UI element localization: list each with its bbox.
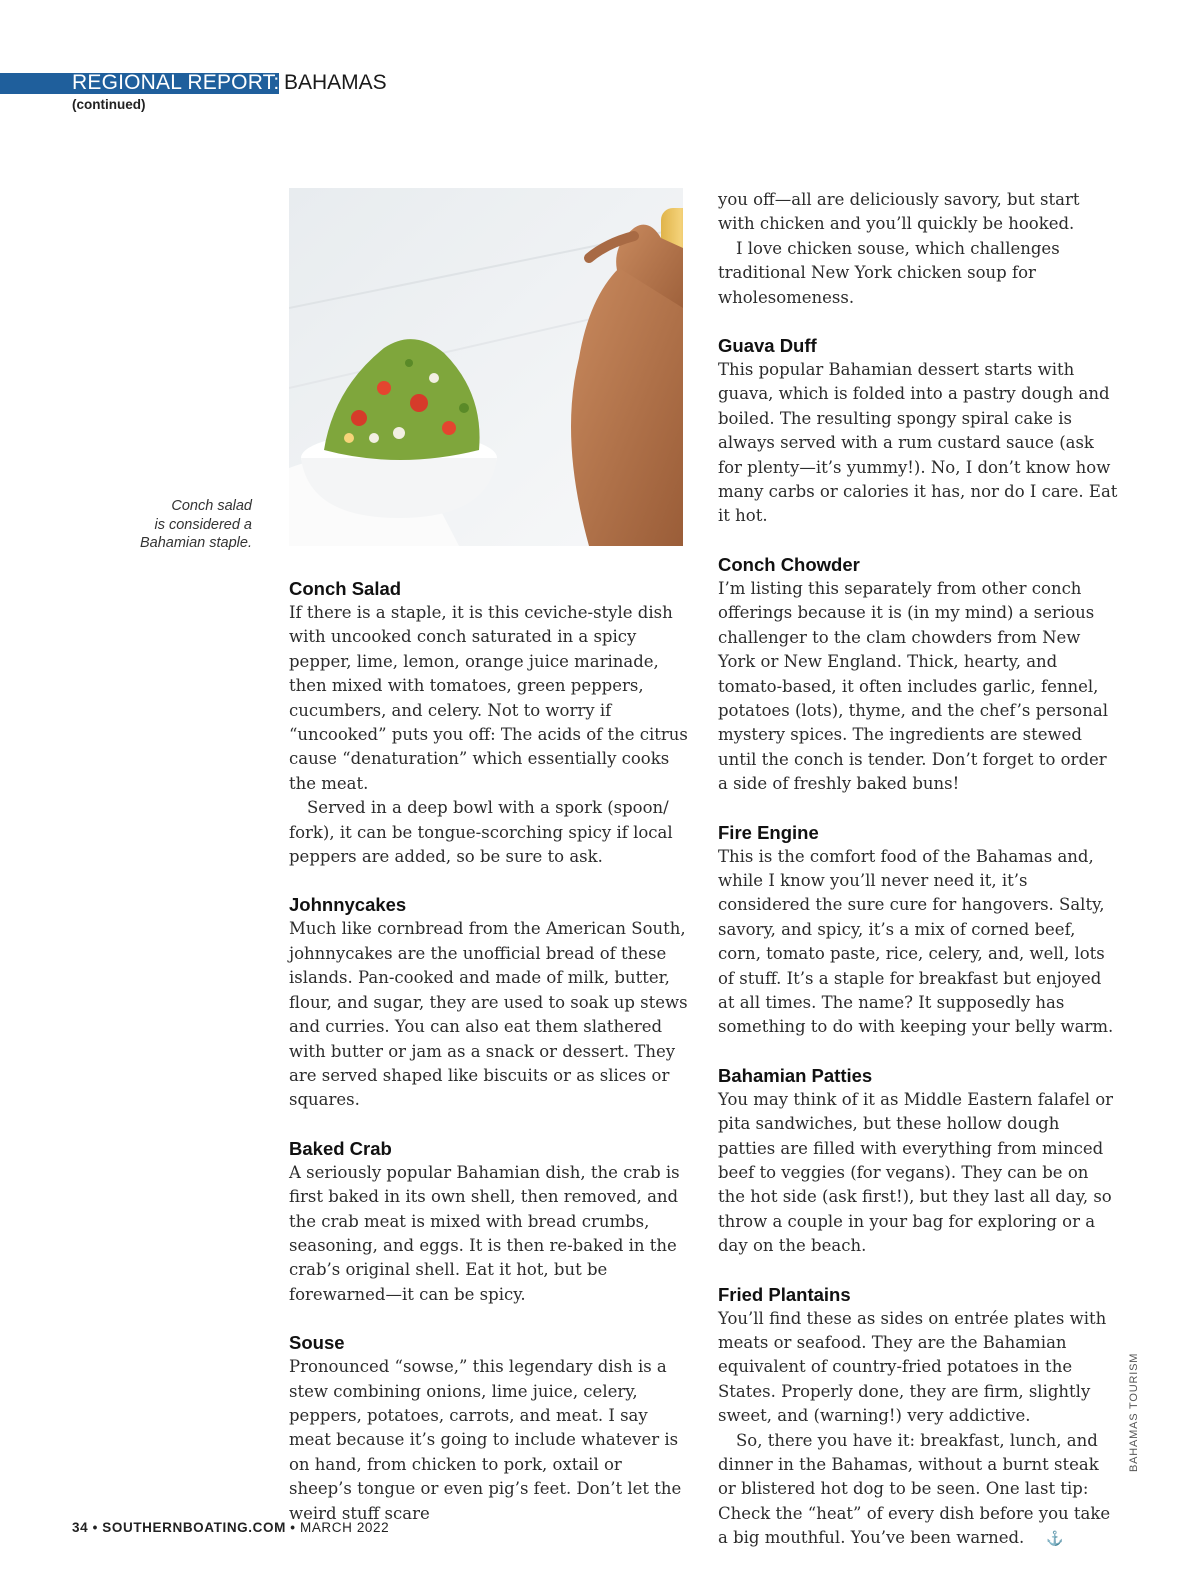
section-title: BAHAMAS	[284, 71, 387, 94]
article-section-fried-plantains	[718, 1282, 1118, 1552]
article-section-souse-continued	[718, 188, 1118, 310]
body-paragraph: I’m listing this separately from other conch offerings because it is (in my mind) a serious challenger to the clam chowders from New York or New England. Thick, hearty, and tomato-based, it often includes garlic, fennel, potatoes (lots), thyme, and the chef’s personal mystery spices. The ingredients are stewed until the conch is tender. Don’t forget to order a side of freshly baked buns!	[718, 578, 1108, 794]
closing-text: So, there you have it: breakfast, lunch, and dinner in the Bahamas, without a burnt steak or blistered hot dog to be seen. One last tip: Check the “heat” of every dish before you take a big mouthful. You’ve been warned.	[718, 1430, 1111, 1548]
article-section-baked-crab	[289, 1136, 689, 1307]
body-paragraph: This popular Bahamian dessert starts with guava, which is folded into a pastry dough and boiled. The resulting spongy spiral cake is always served with a rum custard sauce (ask for plenty—it’s yummy!). No, I don’t know how many carbs or calories it has, nor do I care. Eat it hot.	[718, 360, 1118, 526]
caption-line: is considered a	[154, 516, 252, 533]
article-section-souse	[289, 1330, 689, 1526]
body-paragraph: A seriously popular Bahamian dish, the crab is first baked in its own shell, then removed, and the crab meat is mixed with bread crumbs, seasoning, and eggs. It is then re-baked in the crab’s original shell. Eat it hot, but be forewarned—it can be spicy.	[289, 1162, 680, 1304]
continued-label: (continued)	[72, 97, 146, 112]
caption-line: Bahamian staple.	[139, 535, 252, 551]
article-section-guava-duff	[718, 333, 1118, 529]
caption-line: Conch salad	[171, 498, 252, 514]
article-section-conch-salad	[289, 576, 689, 869]
section-heading: Guava Duff	[718, 335, 817, 357]
body-paragraph: This is the comfort food of the Bahamas and, while I know you’ll never need it, it’s considered the sure cure for hangovers. Salty, savory, and spicy, it’s a mix of corned beef, corn, tomato paste, rice, celery, and, well, lots of stuff. It’s a staple for breakfast but enjoyed at all times. The name? It supposedly has something to do with keeping your belly warm.	[718, 846, 1114, 1037]
publication-site: SOUTHERNBOATING.COM	[102, 1520, 286, 1535]
section-heading: Baked Crab	[289, 1137, 392, 1159]
body-paragraph: I love chicken souse, which challenges traditional New York chicken soup for wholesomeness.	[718, 238, 1060, 307]
footer-separator: •	[92, 1520, 98, 1535]
body-paragraph: If there is a staple, it is this ceviche-style dish with uncooked conch saturated in a spicy pepper, lime, lemon, orange juice marinade, then mixed with tomatoes, green peppers, cucumbers, and celery. Not to worry if “uncooked” puts you off: The acids of the citrus cause “denaturation” which essentially cooks the meat.	[289, 603, 688, 793]
body-paragraph: Served in a deep bowl with a spork (spoon/ fork), it can be tongue-scorching spicy if local peppers are added, so be sure to ask.	[289, 798, 673, 867]
conch-salad-photo	[289, 188, 683, 546]
section-heading: Souse	[289, 1332, 345, 1354]
article-column-right	[718, 188, 1118, 1575]
photo-credit: BAHAMAS TOURISM	[1128, 1352, 1140, 1472]
section-heading: Johnnycakes	[289, 894, 407, 916]
body-paragraph: You may think of it as Middle Eastern falafel or pita sandwiches, but these hollow dough patties are filled with everything from minced beef to veggies (for vegans). They can be on the hot side (ask first!), but they last all day, so throw a couple in your bag for exploring or a day on the beach.	[718, 1089, 1114, 1256]
section-heading: Bahamian Patties	[718, 1064, 873, 1086]
body-paragraph: you off—all are deliciously savory, but start with chicken and you’ll quickly be hooked.	[718, 190, 1080, 234]
body-paragraph: Pronounced “sowse,” this legendary dish is a stew combining onions, lime juice, celery, peppers, potatoes, carrots, and meat. I say meat because it’s going to include whatever is on hand, from chicken to pork, oxtail or sheep’s tongue or even pig’s feet. Don’t let the weird stuff scare	[289, 1357, 682, 1523]
conch-salad-illustration	[289, 188, 683, 546]
section-heading: Conch Salad	[289, 578, 402, 599]
article-section-bahamian-patties	[718, 1063, 1118, 1259]
photo-caption	[100, 497, 252, 553]
body-paragraph	[718, 1429, 1118, 1552]
end-of-article-icon: ⚓	[1046, 1531, 1064, 1548]
page-footer	[72, 1520, 389, 1535]
section-heading: Fried Plantains	[718, 1283, 851, 1305]
article-section-conch-chowder	[718, 552, 1118, 797]
body-paragraph: You’ll find these as sides on entrée plates with meats or seafood. They are the Bahamian equivalent of country-fried potatoes in the States. Properly done, they are firm, slightly sweet, and (warning!) very addictive.	[718, 1308, 1107, 1426]
section-heading: Fire Engine	[718, 821, 819, 843]
article-section-johnnycakes	[289, 892, 689, 1112]
issue-date: MARCH 2022	[299, 1520, 390, 1535]
article-section-fire-engine	[718, 820, 1118, 1040]
article-column-left	[289, 576, 689, 1549]
section-kicker: REGIONAL REPORT:	[72, 71, 280, 94]
footer-separator: •	[290, 1520, 296, 1535]
section-heading: Conch Chowder	[718, 553, 860, 575]
page-number: 34	[72, 1520, 89, 1535]
body-paragraph: Much like cornbread from the American South, johnnycakes are the unofficial bread of these islands. Pan-cooked and made of milk, butter, flour, and sugar, they are used to soak up stews and curries. You can also eat them slathered with butter or jam as a snack or dessert. They are served shaped like biscuits or as slices or squares.	[289, 919, 688, 1110]
